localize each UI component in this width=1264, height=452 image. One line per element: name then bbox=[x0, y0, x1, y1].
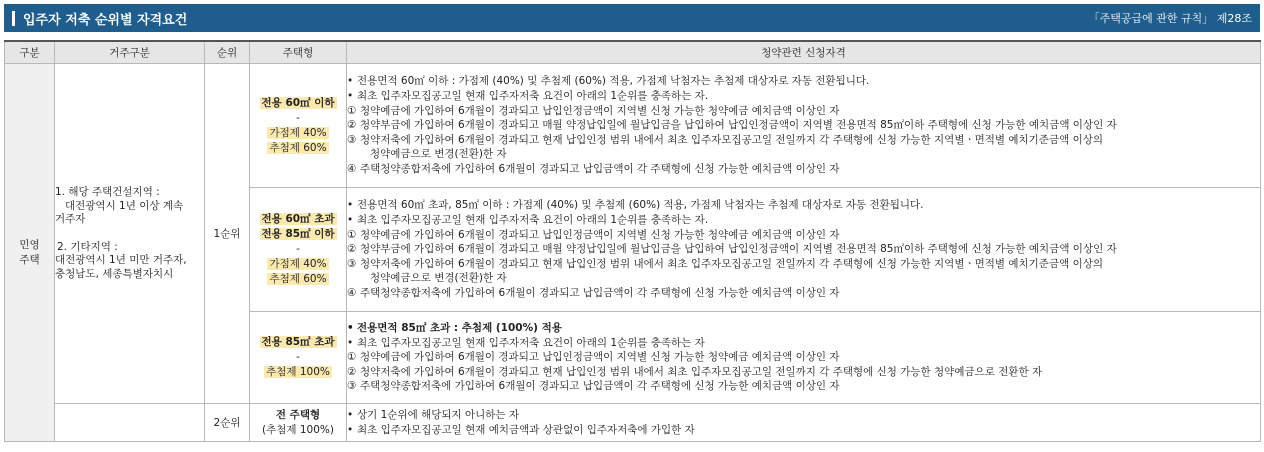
qualification-line bbox=[347, 336, 1260, 351]
rank-2-cell: 2순위 bbox=[205, 404, 250, 442]
house-type-area: 전용 85㎡ 이하 bbox=[261, 228, 335, 240]
section-title-bar bbox=[4, 4, 1260, 32]
house-type-ratio: 추첨제 60% bbox=[269, 141, 327, 154]
table-row bbox=[5, 64, 1261, 188]
header-gubun: 구분 bbox=[5, 41, 55, 64]
qualification-line bbox=[347, 162, 1260, 177]
qualification-line bbox=[347, 89, 1260, 104]
qualification-cell bbox=[347, 64, 1261, 188]
qualification-text: 청약예금에 가입하여 6개월이 경과되고 납입인정금액이 지역별 신청 가능한 청약예금 예치금액 이상인 자 bbox=[360, 351, 840, 364]
header-rank: 순위 bbox=[205, 41, 250, 64]
bullet-icon: • bbox=[347, 75, 354, 88]
rank-1-cell: 1순위 bbox=[205, 64, 250, 404]
bullet-icon: • bbox=[347, 408, 354, 421]
qualification-table bbox=[4, 40, 1261, 442]
house-type-area: 전용 85㎡ 초과 bbox=[261, 336, 335, 348]
bullet-icon: • bbox=[347, 322, 354, 335]
qualification-line bbox=[347, 286, 1260, 301]
qualification-text: 청약예금으로 변경(전환)한 자 bbox=[370, 148, 507, 161]
qualification-text: 주택청약종합저축에 가입하여 6개월이 경과되고 납입금액이 각 주택형에 신청 가능한 예치금액 이상인 자 bbox=[360, 286, 840, 299]
house-type-cell bbox=[250, 404, 347, 442]
qualification-cell bbox=[347, 404, 1261, 442]
item-number: ④ bbox=[347, 162, 357, 175]
item-number: ③ bbox=[347, 133, 357, 146]
house-type-all: 전 주택형 bbox=[275, 408, 321, 421]
header-house-type: 주택형 bbox=[250, 41, 347, 64]
region-2-line: 2. 기타지역 : bbox=[57, 240, 118, 253]
qualification-text: 최초 입주자모집공고일 현재 입주자저축 요건이 아래의 1순위를 충족하는 자. bbox=[357, 214, 709, 227]
qualification-text: 주택청약종합저축에 가입하여 6개월이 경과되고 납입금액이 각 주택형에 신청 가능한 예치금액 이상인 자 bbox=[360, 162, 840, 175]
qualification-line bbox=[347, 423, 1260, 438]
qualification-line bbox=[347, 213, 1260, 228]
house-type-cell bbox=[250, 64, 347, 188]
qualification-text: 청약예금으로 변경(전환)한 자 bbox=[370, 272, 507, 285]
region-1-line: 대전광역시 1년 이상 계속 bbox=[65, 199, 184, 212]
house-type-ratio: 가점제 40% bbox=[269, 258, 327, 270]
qualification-line bbox=[347, 74, 1260, 89]
qualification-line bbox=[347, 147, 1260, 162]
qualification-text: 전용면적 85㎡ 초과 : 추첨제 (100%) 적용 bbox=[357, 322, 562, 335]
qualification-text: 주택청약종합저축에 가입하여 6개월이 경과되고 납입금액이 각 주택형에 신청 가능한 예치금액 이상인 자 bbox=[360, 380, 840, 393]
qualification-line bbox=[347, 118, 1260, 133]
bullet-icon: • bbox=[347, 90, 354, 103]
qualification-text: 청약저축에 가입하여 6개월이 경과되고 현재 납입인정 범위 내에서 최초 입주자모집공고일 전일까지 각 주택형에 신청 가능한 청약예금으로 전환한 자 bbox=[360, 365, 1043, 378]
qualification-text: 청약부금에 가입하여 6개월이 경과되고 매월 약정납입일에 월납입금을 납입하여 납입인정금액이 지역별 전용면적 85㎡이하 주택형에 신청 가능한 예치금액 이상인 자 bbox=[360, 119, 1117, 132]
qualification-text: 청약부금에 가입하여 6개월이 경과되고 매월 약정납입일에 월납입금을 납입하여 납입인정금액이 지역별 전용면적 85㎡이하 주택형에 신청 가능한 예치금액 이상인 자 bbox=[360, 243, 1117, 256]
qualification-text: 전용면적 60㎡ 이하 : 가점제 (40%) 및 추첨제 (60%) 적용, 가점제 낙첨자는 추첨제 대상자로 자동 전환됩니다. bbox=[357, 75, 870, 88]
qualification-list bbox=[347, 321, 1260, 394]
qualification-text: 청약저축에 가입하여 6개월이 경과되고 현재 납입인정 범위 내에서 최초 입주자모집공고일 전일까지 각 주택형에 신청 가능한 지역별ㆍ면적별 예치기준금액 이상의 bbox=[360, 257, 1103, 270]
qualification-cell bbox=[347, 188, 1261, 312]
item-number: ③ bbox=[347, 257, 357, 270]
bullet-icon: • bbox=[347, 199, 354, 212]
house-type-ratio: 가점제 40% bbox=[269, 126, 327, 139]
table-row bbox=[5, 404, 1261, 442]
region-2-line: 대전광역시 1년 미만 거주자, bbox=[55, 254, 187, 266]
regulation-reference: 「주택공급에 관한 규칙」 제28조 bbox=[1088, 12, 1252, 25]
residence-empty-cell bbox=[55, 404, 205, 442]
house-type-dash: - bbox=[296, 351, 300, 363]
qualification-text: 청약예금에 가입하여 6개월이 경과되고 납입인정금액이 지역별 신청 가능한 청약예금 예치금액 이상인 자 bbox=[360, 104, 840, 117]
item-number: ② bbox=[347, 365, 357, 378]
item-number: ③ bbox=[347, 380, 357, 393]
house-type-area: 전용 60㎡ 초과 bbox=[261, 213, 335, 225]
qualification-line bbox=[347, 321, 1260, 336]
qualification-line bbox=[347, 104, 1260, 119]
item-number: ① bbox=[347, 104, 357, 117]
category-line: 민영 bbox=[19, 238, 40, 251]
bullet-icon: • bbox=[347, 336, 354, 349]
qualification-text: 최초 입주자모집공고일 현재 입주자저축 요건이 아래의 1순위를 충족하는 자. bbox=[357, 90, 709, 103]
section-title-text: 입주자 저축 순위별 자격요건 bbox=[23, 12, 188, 28]
qualification-text: 전용면적 60㎡ 초과, 85㎡ 이하 : 가점제 (40%) 및 추첨제 (60%) 적용, 가점제 낙첨자는 추첨제 대상자로 자동 전환됩니다. bbox=[357, 199, 924, 212]
bullet-icon: • bbox=[347, 423, 354, 436]
house-type-cell bbox=[250, 188, 347, 312]
house-type-ratio: 추첨제 100% bbox=[266, 366, 330, 378]
region-2 bbox=[55, 241, 204, 282]
category-line: 주택 bbox=[19, 253, 40, 266]
qualification-list bbox=[347, 408, 1260, 437]
qualification-line bbox=[347, 379, 1260, 394]
residence-cell bbox=[55, 64, 205, 404]
house-type-dash: - bbox=[296, 243, 300, 255]
item-number: ① bbox=[347, 228, 357, 241]
qualification-line bbox=[347, 350, 1260, 365]
header-qualifications: 청약관련 신청자격 bbox=[347, 41, 1261, 64]
qualification-list bbox=[347, 198, 1260, 300]
region-1-line: 1. 해당 주택건설지역 : bbox=[55, 186, 160, 198]
qualification-text: 상기 1순위에 해당되지 아니하는 자 bbox=[357, 408, 520, 421]
item-number: ② bbox=[347, 243, 357, 256]
bullet-icon: • bbox=[347, 214, 354, 227]
qualification-line bbox=[347, 228, 1260, 243]
region-1 bbox=[55, 186, 204, 227]
qualification-line bbox=[347, 257, 1260, 272]
house-type-area: 전용 60㎡ 이하 bbox=[261, 96, 335, 109]
qualification-line bbox=[347, 198, 1260, 213]
category-cell bbox=[5, 64, 55, 442]
section-title bbox=[12, 9, 187, 28]
qualification-text: 청약예금에 가입하여 6개월이 경과되고 납입인정금액이 지역별 신청 가능한 청약예금 예치금액 이상인 자 bbox=[360, 228, 840, 241]
title-marker bbox=[12, 11, 15, 26]
house-type-cell bbox=[250, 312, 347, 404]
qualification-cell bbox=[347, 312, 1261, 404]
qualification-text: 청약저축에 가입하여 6개월이 경과되고 현재 납입인정 범위 내에서 최초 입주자모집공고일 전일까지 각 주택형에 신청 가능한 지역별ㆍ면적별 예치기준금액 이상의 bbox=[360, 133, 1103, 146]
item-number: ④ bbox=[347, 286, 357, 299]
region-2-line: 충청남도, 세종특별자치시 bbox=[55, 267, 174, 280]
item-number: ① bbox=[347, 351, 357, 364]
header-residence: 거주구분 bbox=[55, 41, 205, 64]
table-header-row bbox=[5, 41, 1261, 64]
house-type-ratio: (추첨제 100%) bbox=[262, 423, 334, 436]
qualification-line bbox=[347, 408, 1260, 423]
qualification-line bbox=[347, 242, 1260, 257]
qualification-text: 최초 입주자모집공고일 현재 예치금액과 상관없이 입주자저축에 가입한 자 bbox=[357, 423, 695, 436]
qualification-line bbox=[347, 365, 1260, 380]
item-number: ② bbox=[347, 119, 357, 132]
qualification-line bbox=[347, 271, 1260, 286]
house-type-ratio: 추첨제 60% bbox=[269, 273, 327, 285]
qualification-list bbox=[347, 74, 1260, 176]
qualification-line bbox=[347, 133, 1260, 148]
qualification-text: 최초 입주자모집공고일 현재 입주자저축 요건이 아래의 1순위를 충족하는 자 bbox=[357, 336, 705, 349]
house-type-dash: - bbox=[296, 111, 300, 124]
region-1-line: 거주자 bbox=[55, 213, 86, 225]
